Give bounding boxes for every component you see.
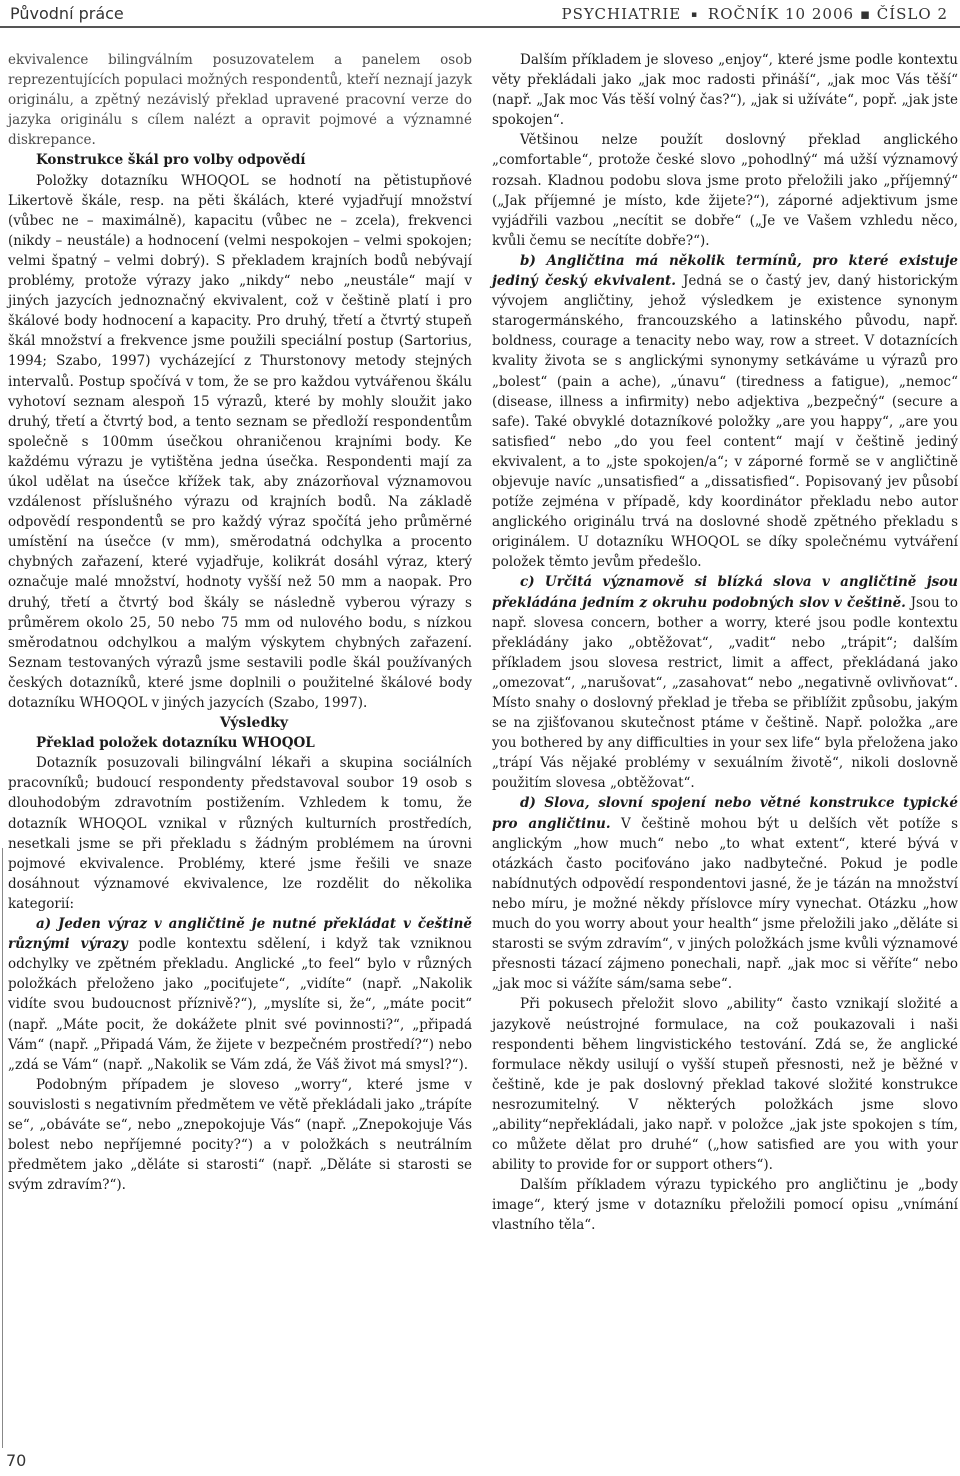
- paragraph-comfortable: Většinou nelze použít doslovný překlad anglického „comfortable“, protože české slovo „pohodlný“ má užší významový rozsah. Kladnou podobu slova jsme proto přeložili jako „příjemný“ („Jak příjemné je místo, kde žijete?“), záporné adjektivum jsme vyjádřili vazbou „necítit se dobře“ („Je ve Vašem vzhledu něco, kvůli čemu se necítíte dobře?“).: [492, 132, 958, 249]
- right-column: [492, 50, 958, 1236]
- category-b-text: Jedná se o častý jev, daný historickým vývojem angličtiny, jehož výsledkem je existence synonym starogermánského, francouzského a latinského původu, např. boldness, courage a tenacity nebo way, row a street. V dotaznících kvality života se s anglickými synonymy setkáváme u výrazů pro „bolest“ (pain a ache), „únavu“ (tiredness a fatigue), „nemoc“ (disease, illness a infirmity) nebo adjektiva „bezpečný“ (secure a safe). Také obvyklé dotazníkové položky „are you happy“, „are you satisfied“ nebo „do you feel content“ mají v češtině jediný ekvivalent, a to „jste spokojen/a“; v záporné formě se v angličtině objevuje navíc „unsatisfied“ a „dissatisfied“. Popisovaný jev působí potíže zejména v případě, kdy koordinátor překladu nebo autor anglického originálu trvá na doslovné shodě zpětného překladu s originálem. U dotazníku WHOQOL se díky společnému vytváření položek těmto jevům předešlo.: [492, 273, 958, 571]
- paragraph-body-image: Dalším příkladem výrazu typického pro angličtinu je „body image“, který jsme v dotazníku přeložili pomocí opisu „vnímání vlastního těla“.: [492, 1177, 958, 1234]
- category-a-text: podle kontextu sdělení, i když tak vzniknou odchylky ve zpětném překladu. Anglické „to feel“ bylo v různých položkách přeloženo jako „pociťujete“, „vidíte“ (např. „Nakolik vidíte svou budoucnost příznivě?“), „myslíte si, že“, „máte pocit“ (např. „Máte pocit, že dokážete plnit své povinnosti?“, „připadá Vám“ (např. „Připadá Vám, že žijete v bezpečném prostředí?“) nebo „zdá se Vám“ (např. „Nakolik se Vám zdá, že Váš život má smysl?“).: [8, 936, 472, 1073]
- intro-paragraph: ekvivalence bilingválním posuzovatelem a panelem osob reprezentujících populaci možných respondentů, kteří neznají jazyk originálu, a zpětný nezávislý překlad upravené pracovní verze do jazyka originálu s cílem nalézt a opravit pojmové a významné diskrepance.: [8, 52, 472, 149]
- paragraph-category-d: [492, 793, 958, 994]
- section-label: Původní práce: [10, 4, 124, 23]
- paragraph-translation: Dotazník posuzovali bilingvální lékaři a skupina sociálních pracovníků; budoucí respondenty představoval soubor 19 osob s dlouhodobým zdravotním postižením. Vzhledem k tomu, že dotazník WHOQOL vznikal v různých kulturních prostředích, nesetkali jsme se při překladu s žádným problémem na úrovni pojmové ekvivalence. Problémy, které jsme řešili ve snaze dosáhnout významové ekvivalence, lze rozdělit do několika kategorií:: [8, 755, 472, 912]
- page-number: 70: [6, 1451, 27, 1470]
- separator-icon: ▪: [691, 10, 699, 20]
- margin-rule: [2, 848, 3, 1448]
- left-column: [8, 50, 472, 1195]
- heading-translation: Překlad položek dotazníku WHOQOL: [36, 735, 315, 752]
- paragraph-enjoy: Dalším příkladem je sloveso „enjoy“, které jsme podle kontextu věty překládali jako „jak moc radosti přináší“, „jak moc Vás těší“ (např. „Jak moc Vás těší volný čas?“), „jak si užíváte“, popř. „jak jste spokojen“.: [492, 52, 958, 129]
- paragraph-category-b: [492, 251, 958, 573]
- journal-header: [562, 5, 948, 23]
- category-d-text: V češtině mohou být u delších vět potíže s anglickým „how much“ nebo „to what extent“, které bývá v otázkách často pociťováno jako nadbytečné. Pokud je podle nabídnutých odpovědí respondentovi jasné, že je tázán na množství nebo míru, je možné někdy příslovce míry vynechat. Otázku „how much do you worry about your health“ jsme přeložili jako „děláte si starosti se svým zdravím“, v jiných položkách jsme kvůli významové přesnosti tázací zájmeno ponechali, např. „jak moc si věříte“ nebo „jak moc si vážíte sám/sama sebe“.: [492, 815, 958, 993]
- paragraph-ability: Při pokusech přeložit slovo „ability“ často vznikají složité a jazykově neústrojné formulace, na což poukazovali i naši respondenti během lingvistického testování. Zdá se, že anglické formulace někdy usilují o vyšší stupeň přesnosti, než je běžné v češtině, kde je pak doslovný překlad takové složité konstrukce nesrozumitelný. V některých položkách jsme slovo „ability“nepřekládali, jako např. v položce „jak jste spokojen s tím, co můžete dělat pro druhé“ („how satisfied are you with your ability to provide for or support others“).: [492, 996, 958, 1174]
- paragraph-worry: Podobným případem je sloveso „worry“, které jsme v souvislosti s negativním předmětem ve větě překládali jako „trápíte se“, „obáváte se“, nebo „znepokojuje Vás“ (např. „Znepokojuje Vás bolest nebo nepříjemné pocity?“) a v položkách s neutrálním předmětem jako „děláte si starosti“ (např. „Děláte si starosti se svým zdravím?“).: [8, 1076, 472, 1194]
- category-a-label: a) Jeden výraz v angličtině je nutné překládat v češtině různými výrazy: [8, 916, 472, 953]
- paragraph-category-c: [492, 572, 958, 793]
- header-rule: [0, 26, 960, 28]
- journal-volume: ROČNÍK 10: [707, 5, 807, 23]
- results-heading: Výsledky: [219, 715, 289, 732]
- category-d-label: d) Slova, slovní spojení nebo větné konstrukce typické pro angličtinu.: [492, 795, 958, 832]
- category-c-label: c) Určitá významově si blízká slova v angličtině jsou překládána jedním z okruhu podobných slov v češtině.: [492, 574, 958, 611]
- heading-scale-construction: Konstrukce škál pro volby odpovědí: [36, 152, 306, 169]
- category-b-label: b) Angličtina má několik termínů, pro které existuje jediný český ekvivalent.: [492, 252, 958, 290]
- journal-name: PSYCHIATRIE: [561, 5, 682, 23]
- paragraph-scales: Položky dotazníku WHOQOL se hodnotí na pětistupňové Likertově škále, resp. na pěti škálách, které vyjadřují množství (vůbec ne – maximálně), kapacitu (vůbec ne – zcela), frekvenci (nikdy – neustále) a hodnocení (velmi nespokojen – velmi spokojen; velmi špatný – velmi dobrý). S překladem krajních bodů nebývají problémy, protože výrazy jako „nikdy“ nebo „neustále“ mají v jiných jazycích jednoznačný ekvivalent, což v češtině platí i pro škálové body hodnocení a kapacity. Pro druhý, třetí a čtvrtý stupeň škál množství a frekvence jsme použili speciální postup (Sartorius, 1994; Szabo, 1997) vycházející z Thurstonovy metody stejných intervalů. Postup spočívá v tom, že se pro každou vytvářenou škálu vyhotoví seznam alespoň 15 výrazů, které by mohly sloužit jako druhý, třetí a čtvrtý bod, a tento seznam se předloží respondentům společně s 100mm úsečkou ohraničenou krajními body. Ke každému výrazu je vytištěna jedna úsečka. Respondenti mají za úkol udělat na úsečce křížek tak, aby znázorňoval významovou vzdálenost příslušného výrazu od krajních bodů. Na základě odpovědí respondentů se pro každý výraz spočítá jeho průměrné umístění na úsečce (v mm), směrodatná odchylka a procento chybných zařazení, které vyjadřuje, kolikrát dosáhl výraz, který označuje malé množství, hodnoty vyšší než 50 mm a naopak. Pro druhý, třetí a čtvrtý bod škály se následně vyberou výrazy s průměrem okolo 25, 50 nebo 75 mm od nulového bodu, s nízkou směrodatnou odchylkou a malým výskytem chybných zařazení. Seznam testovaných výrazů jsme sestavili podle škál používaných českých dotazníků, které jsme doplnili o použitelné škálové body dotazníku WHOQOL v jiných jazycích (Szabo, 1997).: [8, 172, 472, 711]
- paragraph-category-a: [8, 914, 472, 1075]
- journal-year-issue: 2006 ▪ ČÍSLO 2: [811, 5, 948, 23]
- category-c-text: Jsou to např. slovesa concern, bother a worry, které jsou podle kontextu překládány jako „obtěžovat“, „vadit“ nebo „trápit“; dalším příkladem jsou slovesa restrict, limit a affect, překládaná jako „omezovat“, „narušovat“, „zasahovat“ nebo „negativně ovlivňovat“. Místo snahy o doslovný překlad je třeba se přiblížit způsobu, jakým se na zjišťovanou skutečnost ptáme v češtině. Např. položka „are you bothered by any difficulties in your sex life“ byla přeložena jako „trápí Vás nějaké problémy v sexuálním životě“, nikoli doslovně použitím slovesa „obtěžovat“.: [492, 594, 958, 792]
